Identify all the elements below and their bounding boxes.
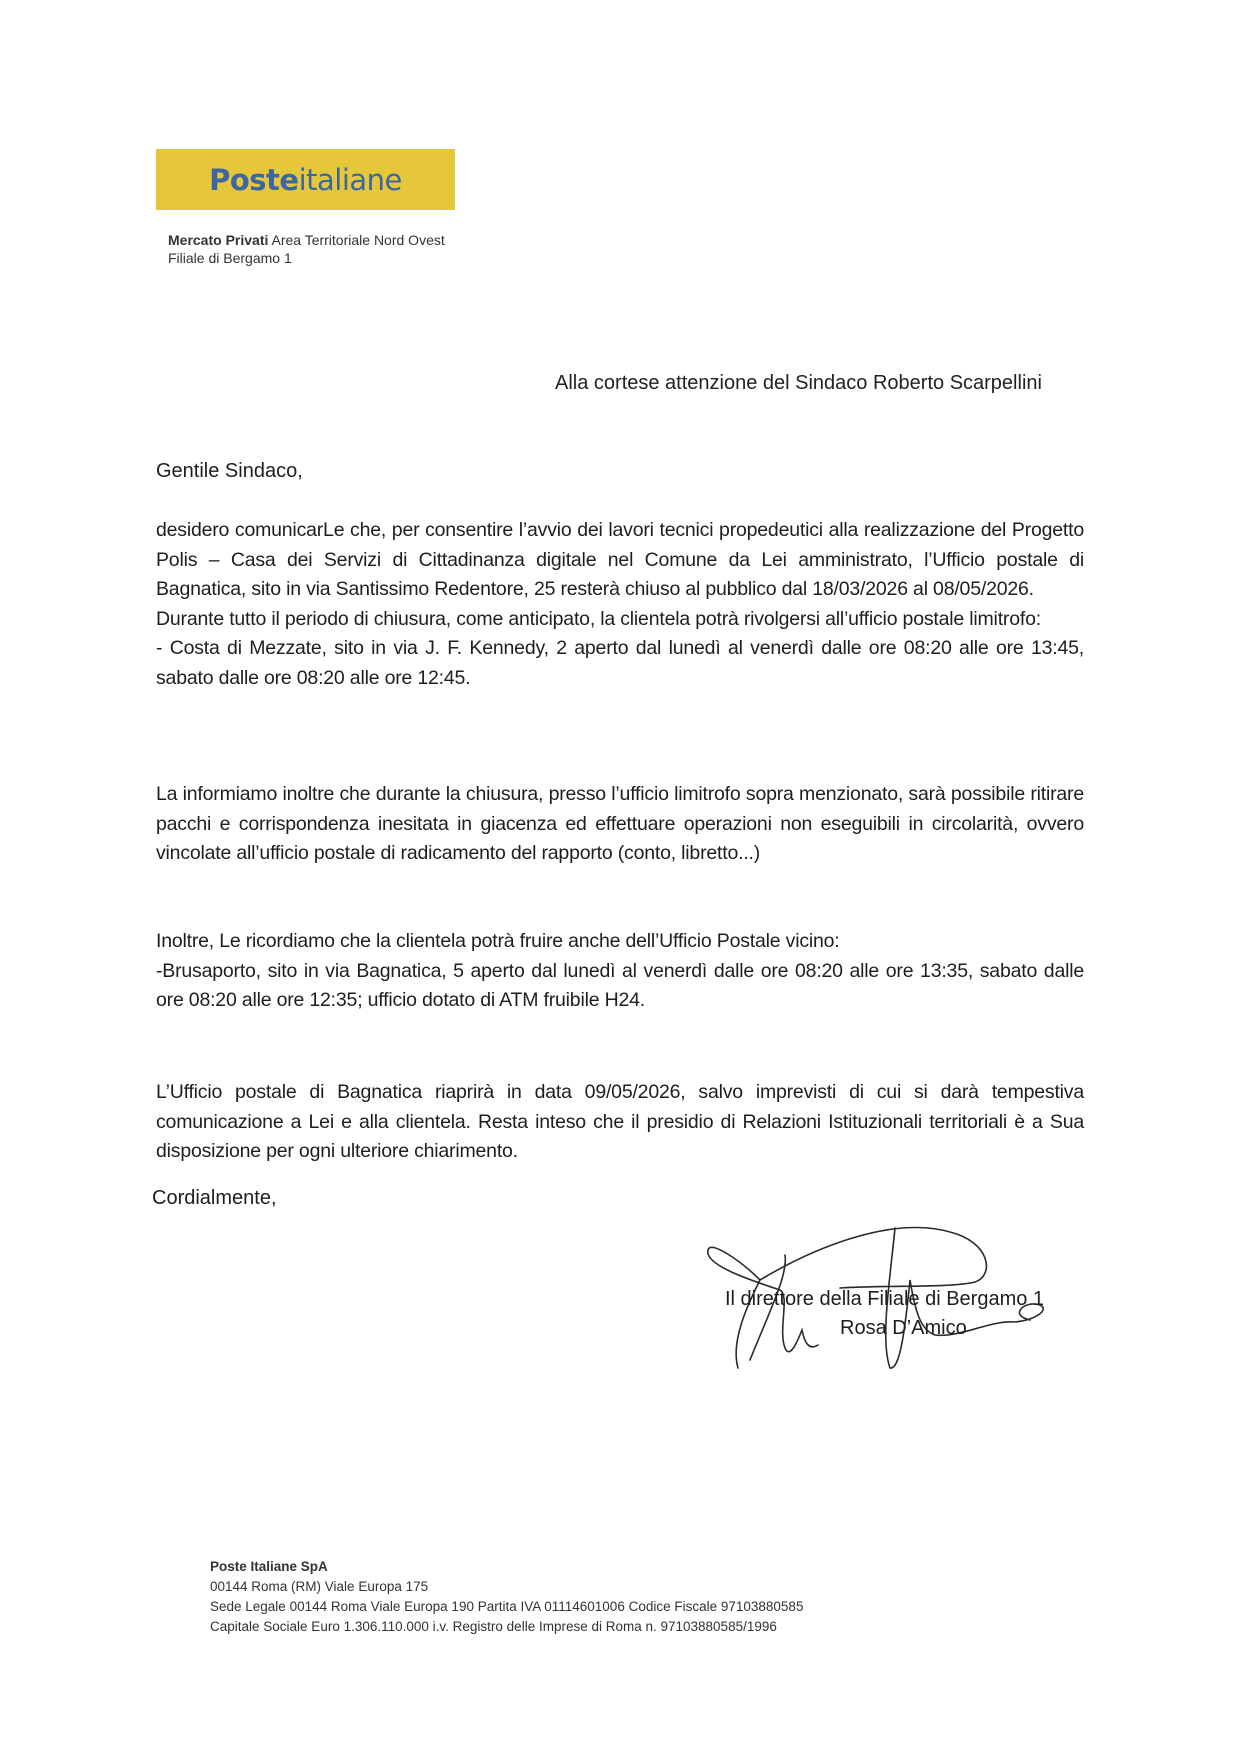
closure-statement: desidero comunicarLe che, per consentire l’avvio dei lavori tecnici propedeutici alla realizzazione del Progetto Polis – Casa dei Servizi di Cittadinanza digitale nel Comune da Lei amministrato, l’Ufficio postale di Bagnatica, sito in via Santissimo Redentore, 25 resterà chiuso al pubblico dal 18/03/2026 al 08/05/2026. [156,519,1084,600]
signature-block [690,1220,1110,1400]
greeting: Gentile Sindaco, [156,460,303,482]
footer-address: 00144 Roma (RM) Viale Europa 175 [210,1579,429,1594]
company-footer [210,1557,803,1637]
paragraph-services-info: La informiamo inoltre che durante la chiusura, presso l’ufficio limitrofo sopra menzionato, sarà possibile ritirare pacchi e corrispondenza inesitata in giacenza ed effettuare operazioni non eseguibili in circolarità, ovvero vincolate all’ufficio postale di radicamento del rapporto (conto, libretto...) [156,783,1084,864]
addressee-line: Alla cortese attenzione del Sindaco Roberto Scarpellini [555,372,1042,394]
poste-italiane-logo [156,149,455,210]
alternative-office-costa-di-mezzate: - Costa di Mezzate, sito in via J. F. Kennedy, 2 aperto dal lunedì al venerdì dalle ore 08:20 alle ore 13:45, sabato dalle ore 08:20 alle ore 12:45. [156,637,1084,689]
footer-legal-info: Sede Legale 00144 Roma Viale Europa 190 Partita IVA 01114601006 Codice Fiscale 97103880585 [210,1599,804,1614]
paragraph-closure-notice [156,516,1084,693]
nearby-office-intro: Inoltre, Le ricordiamo che la clientela potrà fruire anche dell’Ufficio Postale vicino: [156,930,840,952]
paragraph-nearby-office [156,927,1084,1016]
logo-light-part: italiane [298,162,402,197]
signatory-name: Rosa D’Amico [840,1317,967,1339]
sender-division-bold: Mercato Privati [168,232,269,248]
footer-company-name: Poste Italiane SpA [210,1559,328,1574]
signatory-title: Il direttore della Filiale di Bergamo 1 [725,1288,1045,1310]
sender-block [168,231,445,267]
sender-branch: Filiale di Bergamo 1 [168,250,292,266]
logo-wordmark [209,163,402,197]
logo-bold-part: Poste [209,162,299,197]
paragraph-reopening: L’Ufficio postale di Bagnatica riaprirà in data 09/05/2026, salvo imprevisti di cui si darà tempestiva comunicazione a Lei e alla clientela. Resta inteso che il presidio di Relazioni Istituzionali territoriali è a Sua disposizione per ogni ulteriore chiarimento. [156,1081,1084,1162]
alternative-office-intro: Durante tutto il periodo di chiusura, come anticipato, la clientela potrà rivolgersi all’ufficio postale limitrofo: [156,607,1041,630]
nearby-office-brusaporto: -Brusaporto, sito in via Bagnatica, 5 aperto dal lunedì al venerdì dalle ore 08:20 alle ore 13:35, sabato dalle ore 08:20 alle ore 12:35; ufficio dotato di ATM fruibile H24. [156,959,1084,1011]
footer-capital-info: Capitale Sociale Euro 1.306.110.000 i.v. Registro delle Imprese di Roma n. 97103880585/1996 [210,1619,777,1634]
closing: Cordialmente, [152,1187,277,1209]
sender-division-rest: Area Territoriale Nord Ovest [268,232,445,248]
